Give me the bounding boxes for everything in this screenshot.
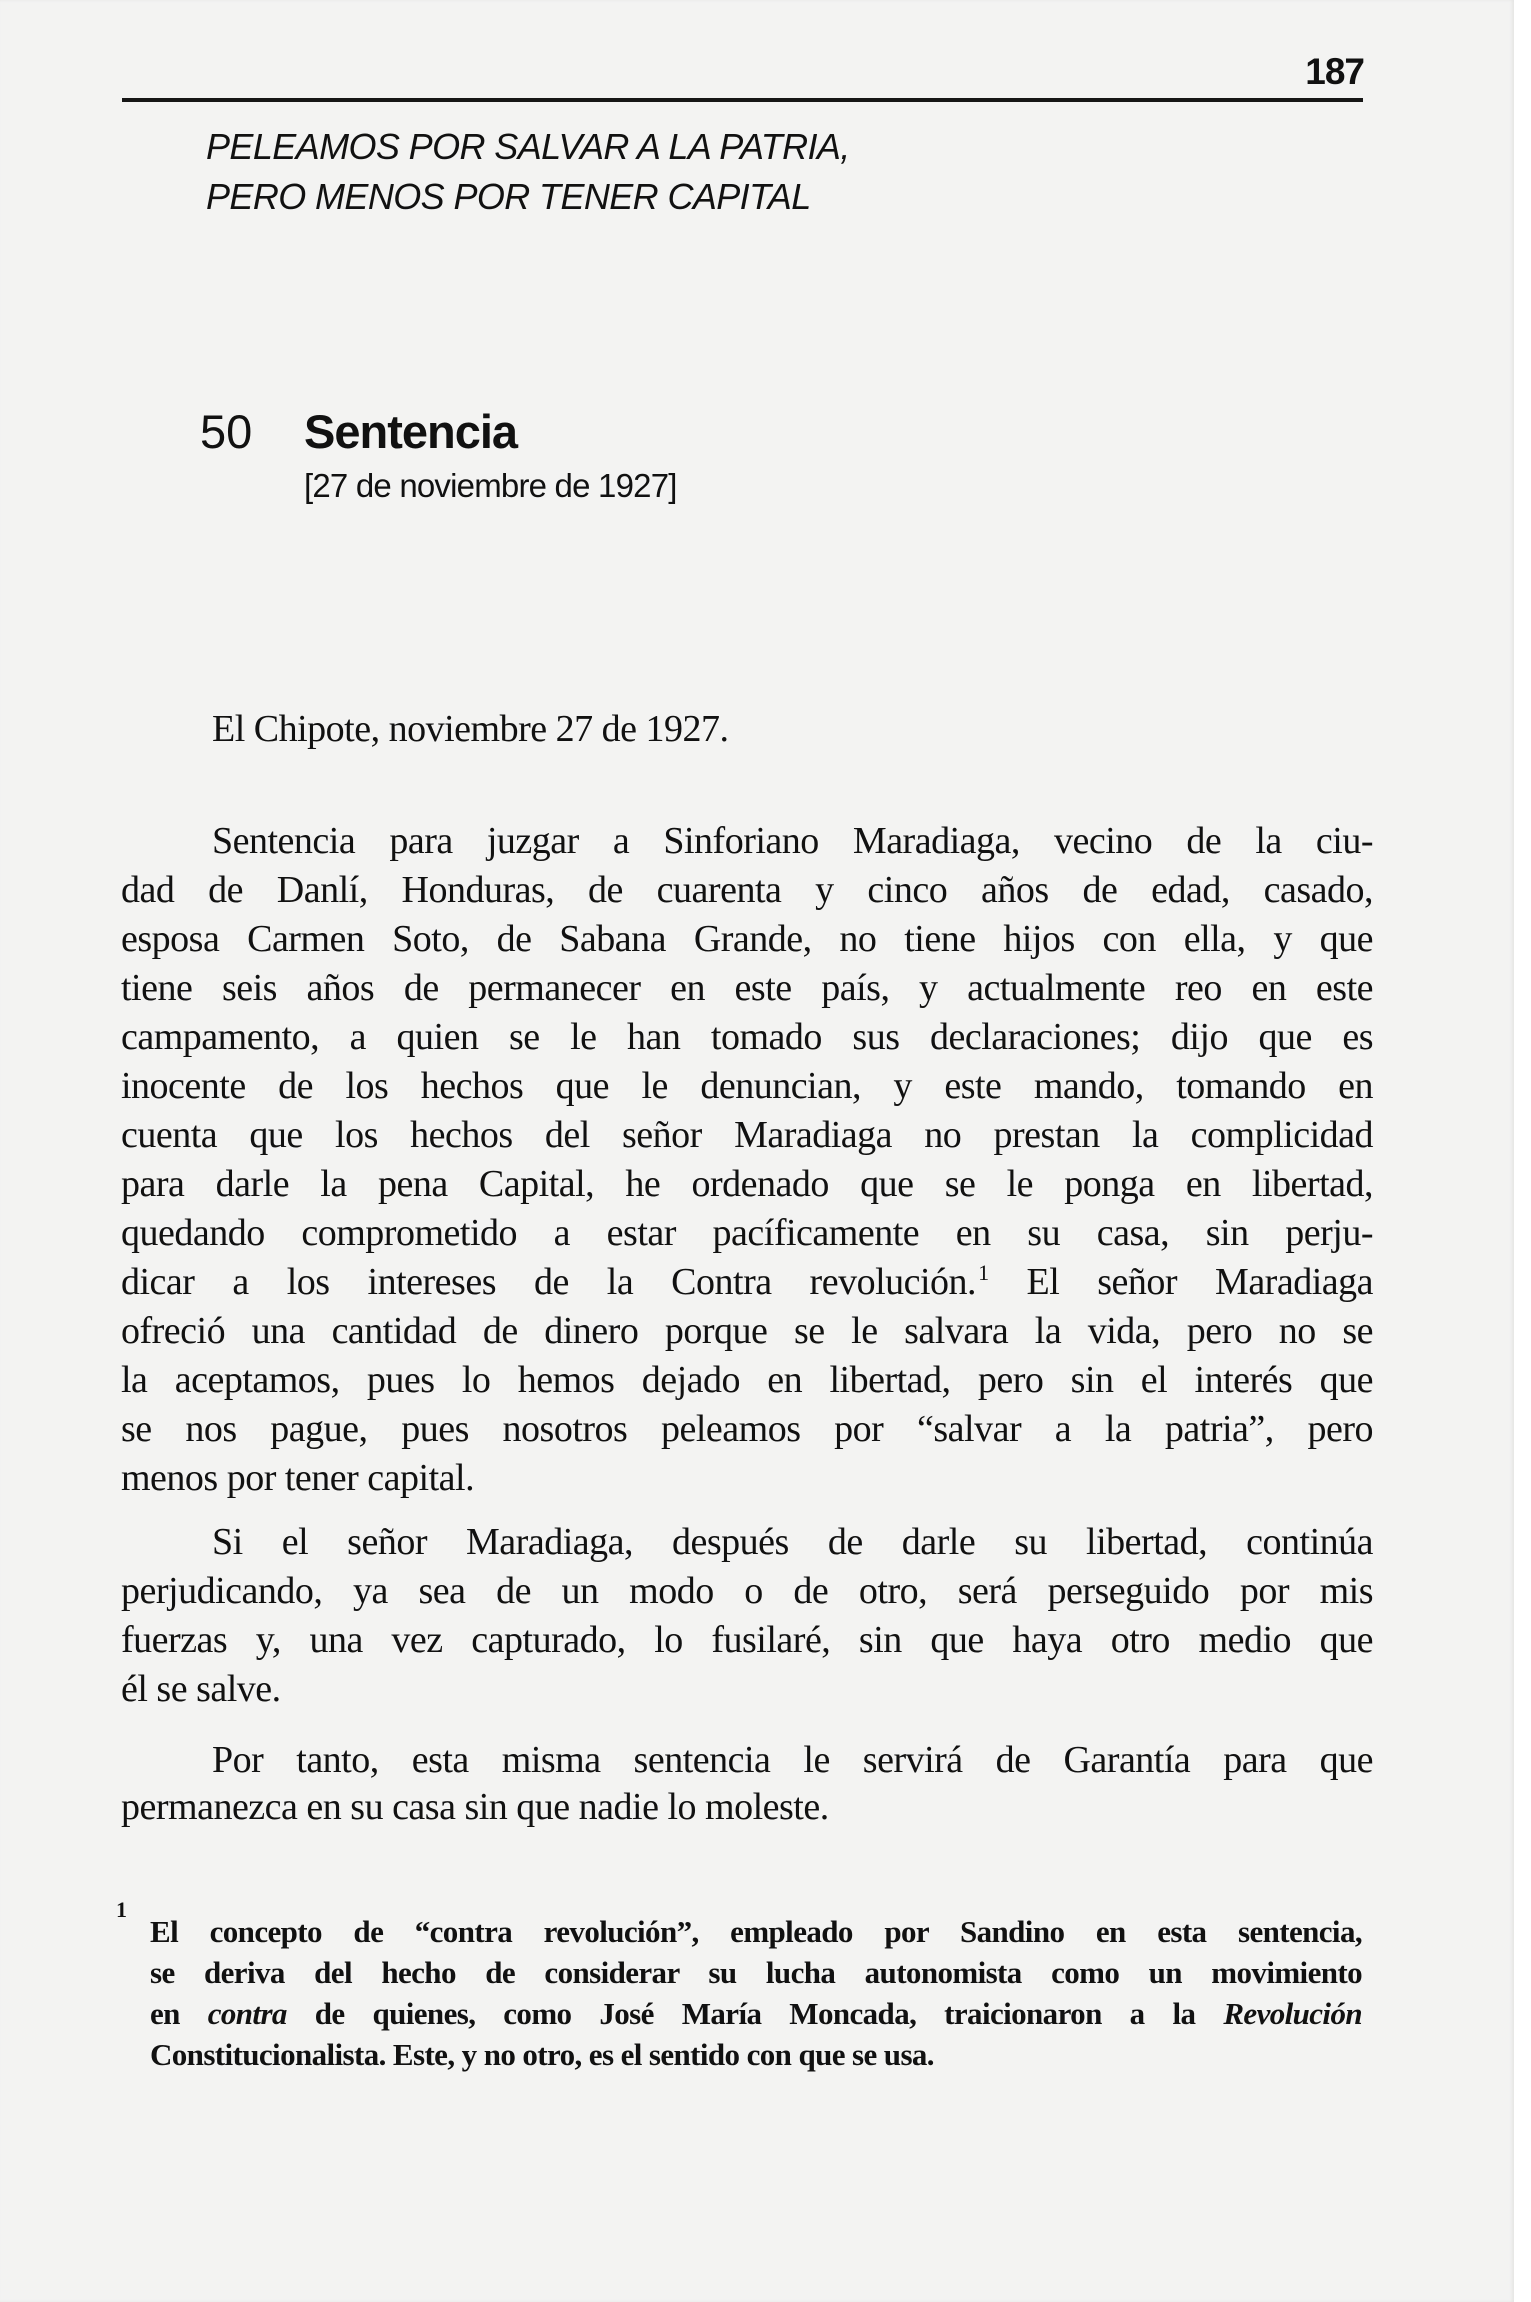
document-number: 50 — [200, 405, 253, 458]
text-line: perjudicando, ya sea de un modo o de otro, será perseguido por mis — [121, 1570, 1373, 1612]
header-rule — [122, 98, 1363, 102]
text-line: campamento, a quien se le han tomado sus declaraciones; dijo que es — [121, 1016, 1373, 1058]
footnote-line — [150, 1993, 1362, 2034]
footnote-line: Constitucionalista. Este, y no otro, es el sentido con que se usa. — [150, 2037, 934, 2072]
text-line: inocente de los hechos que le denuncian, y este mando, tomando en — [121, 1065, 1373, 1107]
footnote-line: se deriva del hecho de considerar su lucha autonomista como un movimiento — [150, 1955, 1362, 1990]
text-line: cuenta que los hechos del señor Maradiaga no prestan la complicidad — [121, 1114, 1373, 1156]
text-line: quedando comprometido a estar pacíficamente en su casa, sin perju- — [121, 1212, 1373, 1254]
text-segment: de quienes, como José María Moncada, traicionaron a la — [286, 1996, 1224, 2031]
text-segment: en — [150, 1996, 208, 2031]
paragraph-3 — [121, 1737, 1373, 1831]
text-line: él se salve. — [121, 1668, 281, 1710]
text-line: Si el señor Maradiaga, después de darle su libertad, continúa — [212, 1521, 1373, 1563]
paragraph-2 — [121, 1518, 1373, 1714]
running-title-line: PELEAMOS POR SALVAR A LA PATRIA, — [206, 126, 850, 167]
text-line: Por tanto, esta misma sentencia le servirá de Garantía para que — [212, 1739, 1373, 1781]
page-number: 187 — [1305, 51, 1364, 92]
text-line: fuerzas y, una vez capturado, lo fusilaré, sin que haya otro medio que — [121, 1619, 1373, 1661]
text-line: la aceptamos, pues lo hemos dejado en libertad, pero sin el interés que — [121, 1359, 1373, 1401]
text-line-with-footnote-ref — [121, 1258, 1373, 1307]
document-title: Sentencia — [304, 405, 518, 458]
running-title-line: PERO MENOS POR TENER CAPITAL — [206, 176, 811, 217]
running-title — [206, 122, 850, 222]
place-date-line: El Chipote, noviembre 27 de 1927. — [212, 708, 729, 750]
text-line: se nos pague, pues nosotros peleamos por “salvar a la patria”, pero — [121, 1408, 1373, 1450]
text-line: para darle la pena Capital, he ordenado que se le ponga en libertad, — [121, 1163, 1373, 1205]
paragraph-1 — [121, 817, 1373, 1503]
text-segment: El señor Maradiaga — [988, 1261, 1373, 1303]
text-line: tiene seis años de permanecer en este país, y actualmente reo en este — [121, 967, 1373, 1009]
text-segment: dicar a los intereses de la Contra revolución. — [121, 1261, 977, 1303]
text-line: esposa Carmen Soto, de Sabana Grande, no tiene hijos con ella, y que — [121, 918, 1373, 960]
italic-term: contra — [207, 1996, 287, 2031]
footnote-reference[interactable]: 1 — [978, 1260, 989, 1285]
footnote-mark: 1 — [116, 1897, 127, 1922]
document-date: [27 de noviembre de 1927] — [304, 467, 677, 504]
text-line: menos por tener capital. — [121, 1457, 475, 1499]
text-line: Sentencia para juzgar a Sinforiano Maradiaga, vecino de la ciu- — [212, 820, 1373, 862]
text-line: ofreció una cantidad de dinero porque se le salvara la vida, pero no se — [121, 1310, 1373, 1352]
footnote-line: El concepto de “contra revolución”, empleado por Sandino en esta sentencia, — [150, 1914, 1362, 1949]
text-line: permanezca en su casa sin que nadie lo moleste. — [121, 1786, 829, 1828]
italic-term: Revolución — [1223, 1996, 1362, 2031]
text-line: dad de Danlí, Honduras, de cuarenta y cinco años de edad, casado, — [121, 869, 1373, 911]
footnote-text — [150, 1911, 1362, 2075]
